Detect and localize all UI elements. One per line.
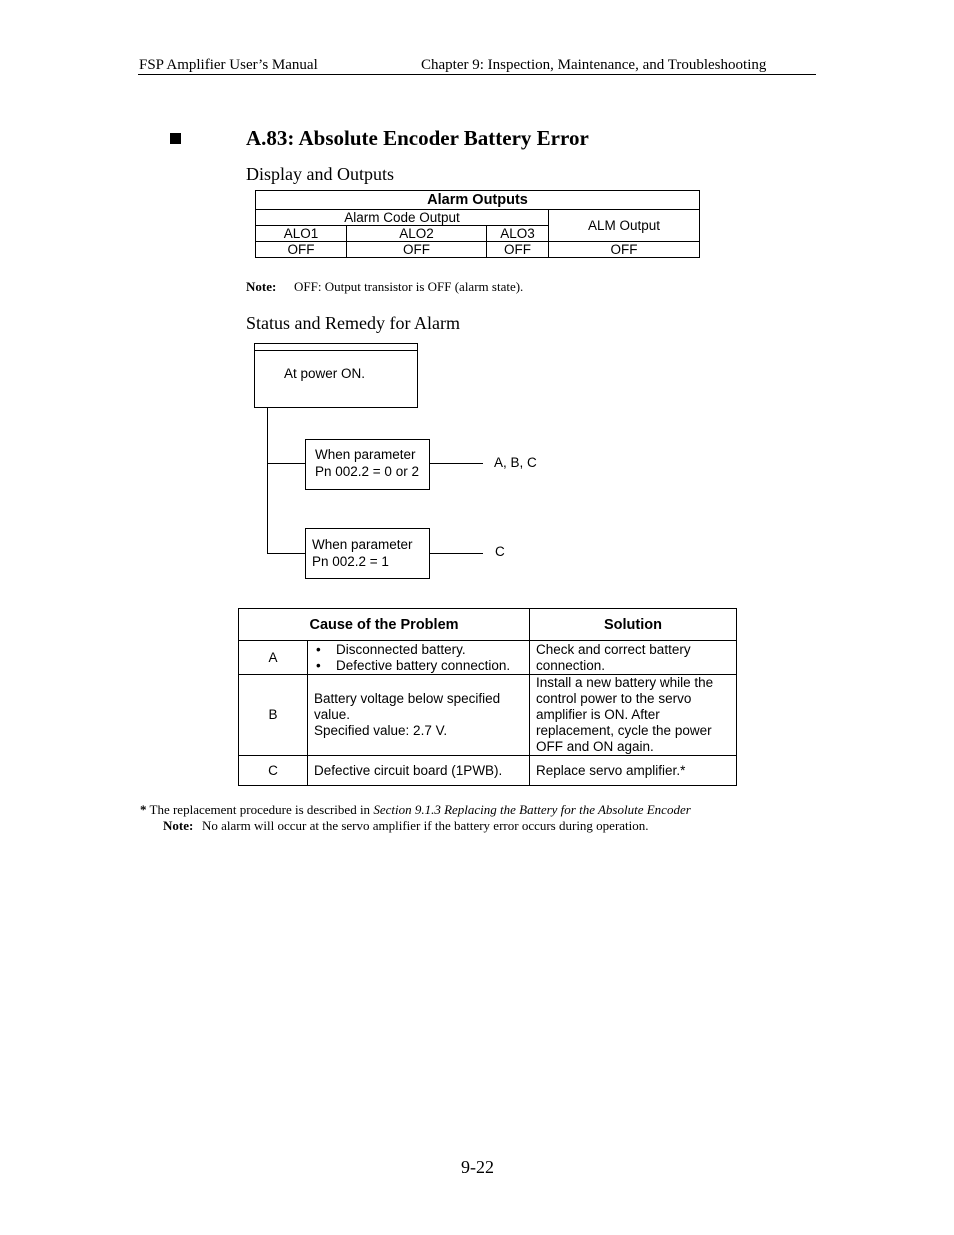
note-text-2: No alarm will occur at the servo amplifier if the battery error occurs during operation. xyxy=(202,818,649,833)
row-key-c: C xyxy=(239,756,308,786)
connector-branch-1 xyxy=(267,463,305,464)
solution-cell-b: Install a new battery while the control power to the servo amplifier is ON. After replacement, cycle the power OFF and ON again. xyxy=(530,675,737,756)
cause-cell-c: Defective circuit board (1PWB). xyxy=(308,756,530,786)
status-remedy-heading: Status and Remedy for Alarm xyxy=(246,313,460,333)
note-label: Note: xyxy=(246,279,277,294)
replacement-footnote xyxy=(140,802,691,818)
section-title: A.83: Absolute Encoder Battery Error xyxy=(246,126,589,150)
condition-box-1 xyxy=(305,439,430,490)
alarm-outputs-caption: Alarm Outputs xyxy=(256,191,700,210)
connector-branch-2 xyxy=(267,553,305,554)
condition-box-2 xyxy=(305,528,430,579)
note-text: OFF: Output transistor is OFF (alarm state). xyxy=(294,279,524,294)
cause-cell-a xyxy=(308,641,530,675)
footnote-section-reference: Section 9.1.3 Replacing the Battery for the Absolute Encoder xyxy=(373,802,691,817)
header-chapter-title: Chapter 9: Inspection, Maintenance, and Troubleshooting xyxy=(421,57,767,73)
result-label-2: C xyxy=(495,544,505,559)
cause-item: • Disconnected battery. xyxy=(314,642,523,658)
header-rule xyxy=(138,74,816,75)
alo3-value: OFF xyxy=(487,242,549,258)
row-key-b: B xyxy=(239,675,308,756)
cause-item: • Defective battery connection. xyxy=(314,658,523,674)
alo3-header: ALO3 xyxy=(487,226,549,242)
alo2-header: ALO2 xyxy=(347,226,487,242)
condition-1-line1: When parameter xyxy=(315,447,416,462)
alm-output-header: ALM Output xyxy=(549,210,700,242)
footnote-text: The replacement procedure is described in xyxy=(149,802,371,817)
result-label-1: A, B, C xyxy=(494,455,537,470)
row-key-a: A xyxy=(239,641,308,675)
solution-header: Solution xyxy=(530,609,737,641)
cause-text: Battery voltage below specified value. xyxy=(314,691,501,722)
alo1-header: ALO1 xyxy=(256,226,347,242)
alo2-value: OFF xyxy=(347,242,487,258)
power-on-box xyxy=(254,343,418,408)
solution-cell-a: Check and correct battery connection. xyxy=(530,641,737,675)
square-bullet-icon xyxy=(170,133,181,144)
power-on-text: At power ON. xyxy=(284,366,366,381)
alarm-outputs-table xyxy=(255,190,700,258)
condition-1-line2: Pn 002.2 = 0 or 2 xyxy=(315,464,419,479)
footnote-star: * xyxy=(140,802,147,817)
page-number: 9-22 xyxy=(461,1157,494,1177)
solution-cell-c: Replace servo amplifier.* xyxy=(530,756,737,786)
condition-2-line1: When parameter xyxy=(312,537,413,552)
cause-cell-b xyxy=(308,675,530,756)
cause-header: Cause of the Problem xyxy=(239,609,530,641)
result-line-2 xyxy=(430,553,483,554)
cause-specified-value: Specified value: 2.7 V. xyxy=(314,723,448,738)
result-line-1 xyxy=(430,463,483,464)
alo1-value: OFF xyxy=(256,242,347,258)
alarm-code-output-header: Alarm Code Output xyxy=(256,210,549,226)
note-label-2: Note: xyxy=(163,818,194,833)
alm-output-value: OFF xyxy=(549,242,700,258)
header-manual-title: FSP Amplifier User’s Manual xyxy=(139,57,318,73)
cause-solution-table xyxy=(238,608,737,786)
condition-2-line2: Pn 002.2 = 1 xyxy=(312,554,389,569)
display-outputs-heading: Display and Outputs xyxy=(246,164,394,184)
connector-vertical xyxy=(267,408,268,554)
